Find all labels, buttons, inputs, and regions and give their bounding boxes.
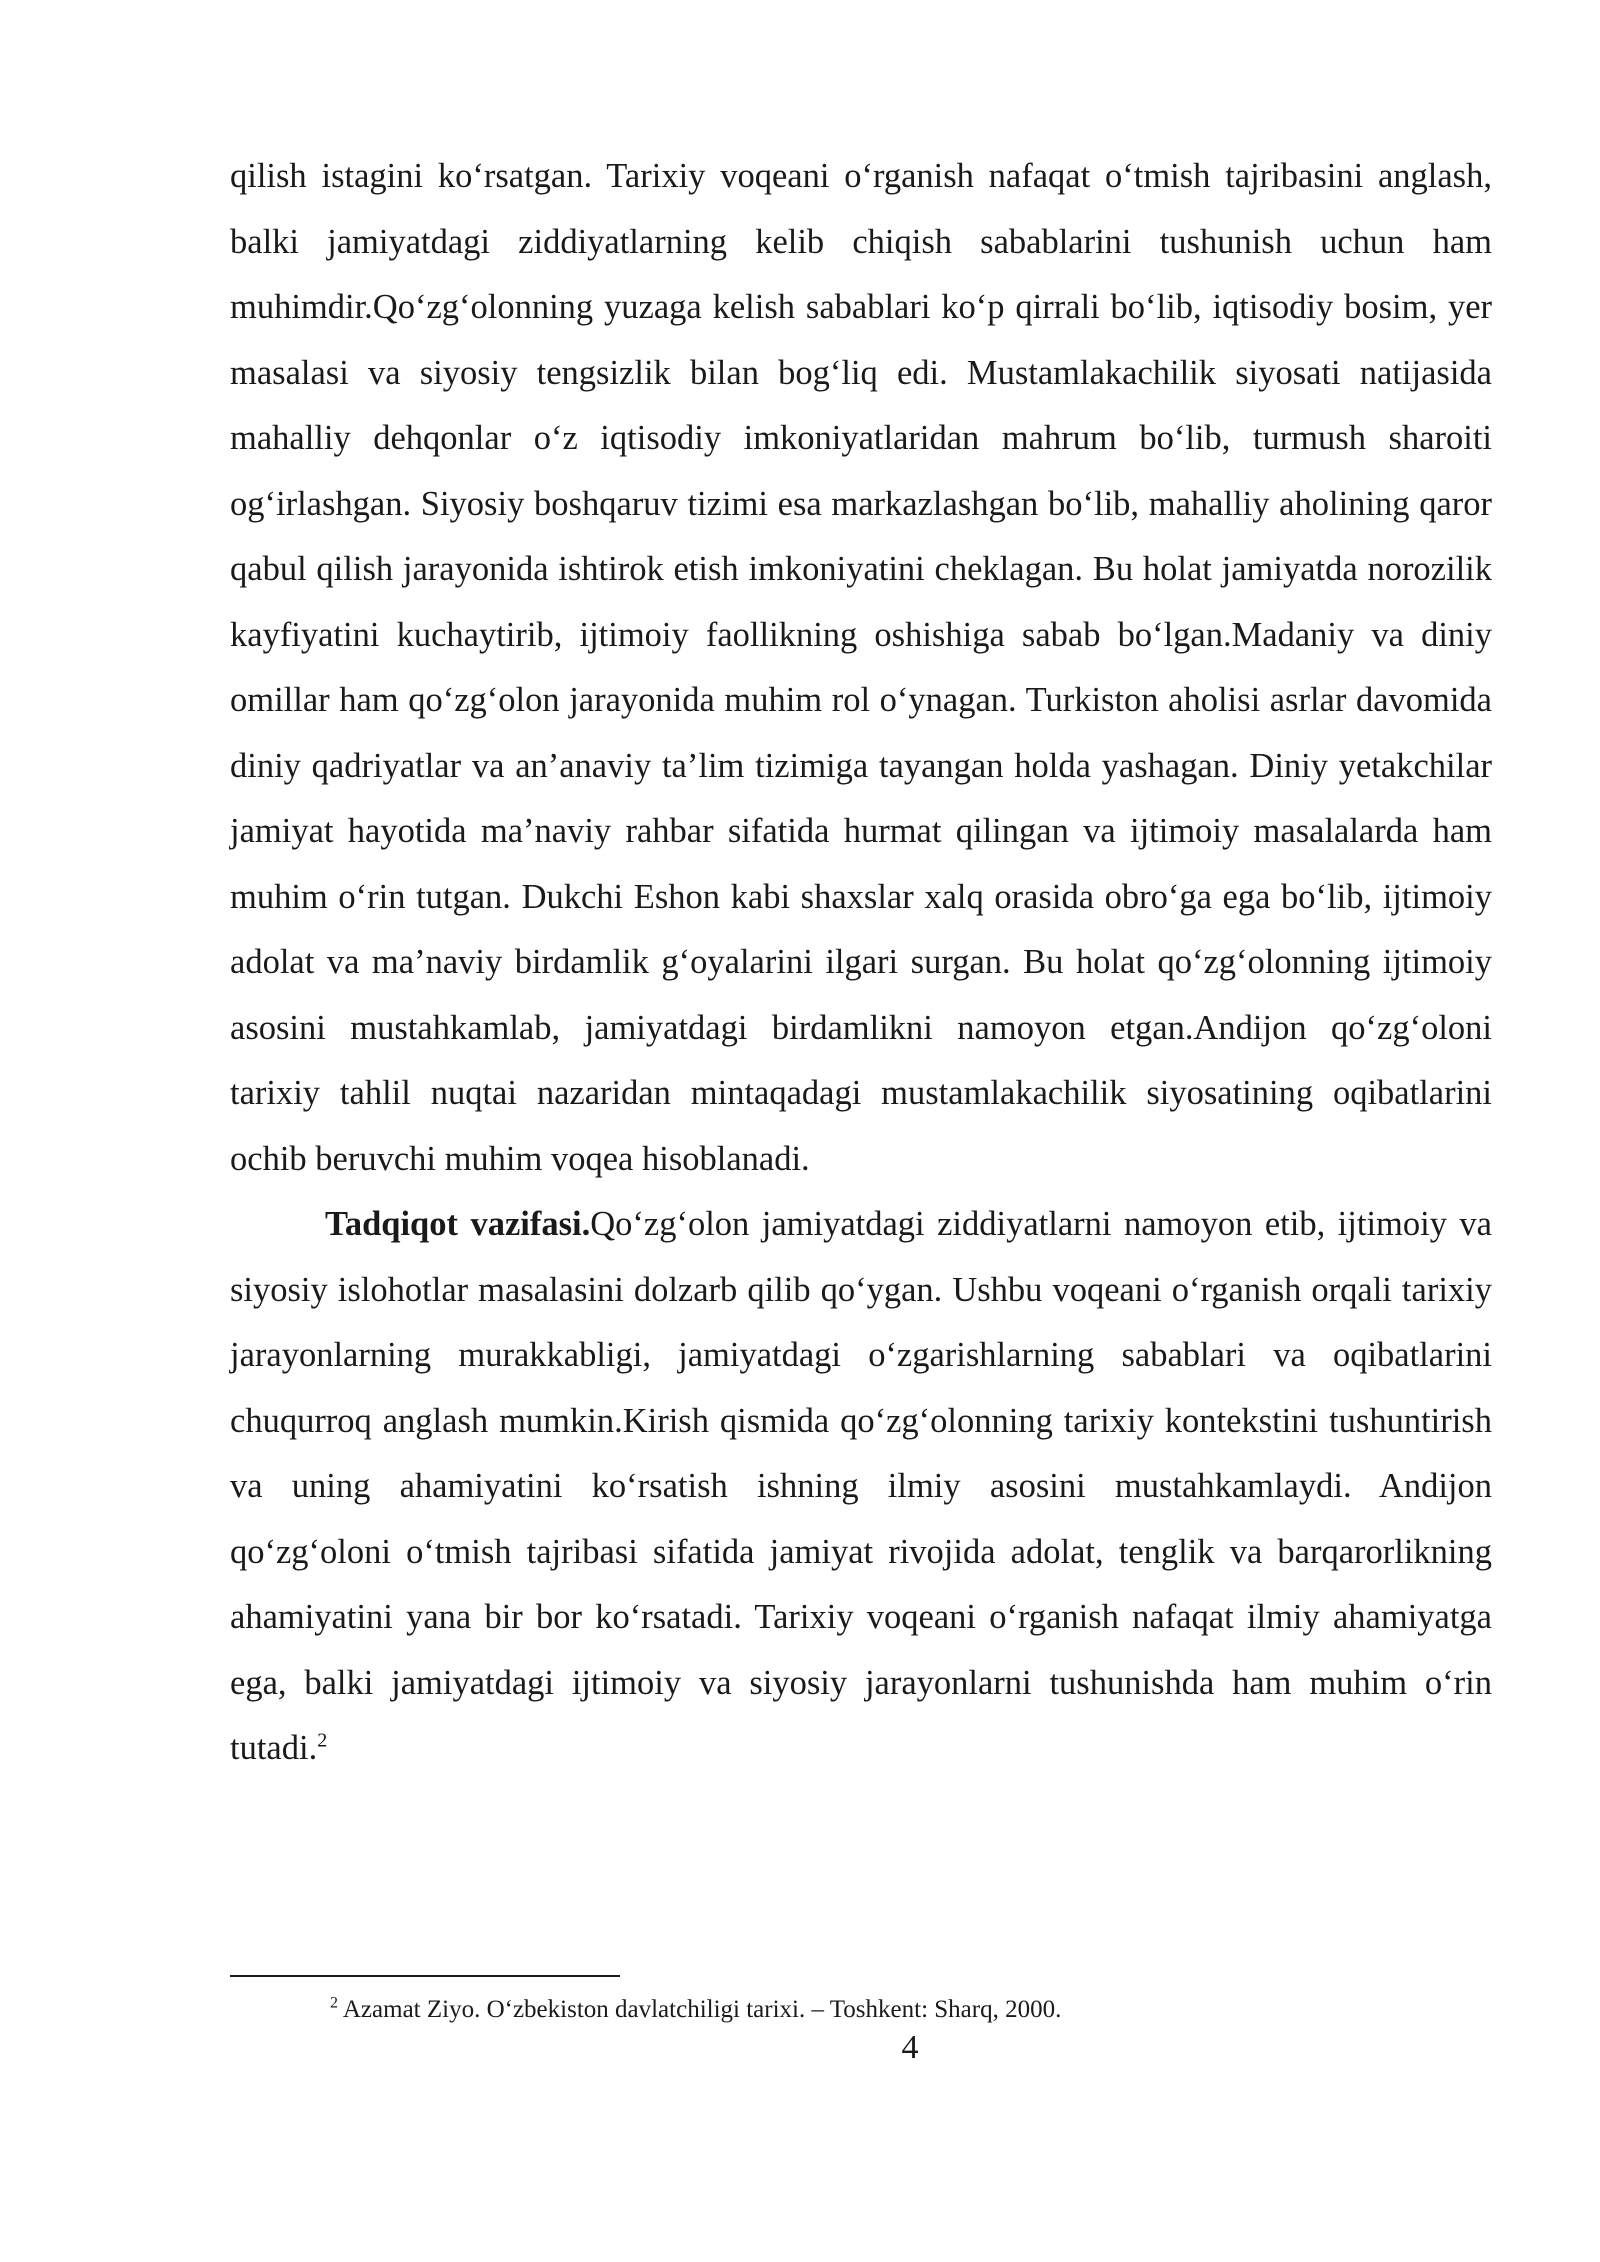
- footnote-text: Azamat Ziyo. O‘zbekiston davlatchiligi tarixi. – Toshkent: Sharq, 2000.: [338, 1996, 1062, 2023]
- paragraph-text: Qo‘zg‘olon jamiyatdagi ziddiyatlarni namoyon etib, ijtimoiy va siyosiy islohotlar masalasini dolzarb qilib qo‘ygan. Ushbu voqeani o‘rganish orqali tarixiy jarayonlarning murakkabligi, jamiyatdagi o‘zgarishlarning sabablari va oqibatlarini chuqurroq anglash mumkin.Kirish qismida qo‘zg‘olonning tarixiy kontekstini tushuntirish va uning ahamiyatini ko‘rsatish ishning ilmiy asosini mustahkamlaydi. Andijon qo‘zg‘oloni o‘tmish tajribasi sifatida jamiyat rivojida adolat, tenglik va barqarorlikning ahamiyatini yana bir bor ko‘rsatadi. Tarixiy voqeani o‘rganish nafaqat ilmiy ahamiyatga ega, balki jamiyatdagi ijtimoiy va siyosiy jarayonlarni tushunishda ham muhim o‘rin tutadi.: [230, 1205, 1492, 1767]
- body-text: [230, 144, 1492, 1782]
- page-number: 4: [901, 2029, 919, 2066]
- footnote-reference: 2: [317, 1729, 328, 1752]
- footnote: [330, 1993, 1430, 2027]
- paragraph-continuation: qilish istagini ko‘rsatgan. Tarixiy voqeani o‘rganish nafaqat o‘tmish tajribasini anglash, balki jamiyatdagi ziddiyatlarning kelib chiqish sabablarini tushunish uchun ham muhimdir.Qo‘zg‘olonning yuzaga kelish sabablari ko‘p qirrali bo‘lib, iqtisodiy bosim, yer masalasi va siyosiy tengsizlik bilan bog‘liq edi. Mustamlakachilik siyosati natijasida mahalliy dehqonlar o‘z iqtisodiy imkoniyatlaridan mahrum bo‘lib, turmush sharoiti og‘irlashgan. Siyosiy boshqaruv tizimi esa markazlashgan bo‘lib, mahalliy aholining qaror qabul qilish jarayonida ishtirok etish imkoniyatini cheklagan. Bu holat jamiyatda norozilik kayfiyatini kuchaytirib, ijtimoiy faollikning oshishiga sabab bo‘lgan.Madaniy va diniy omillar ham qo‘zg‘olon jarayonida muhim rol o‘ynagan. Turkiston aholisi asrlar davomida diniy qadriyatlar va an’anaviy ta’lim tizimiga tayangan holda yashagan. Diniy yetakchilar jamiyat hayotida ma’naviy rahbar sifatida hurmat qilingan va ijtimoiy masalalarda ham muhim o‘rin tutgan. Dukchi Eshon kabi shaxslar xalq orasida obro‘ga ega bo‘lib, ijtimoiy adolat va ma’naviy birdamlik g‘oyalarini ilgari surgan. Bu holat qo‘zg‘olonning ijtimoiy asosini mustahkamlab, jamiyatdagi birdamlikni namoyon etgan.Andijon qo‘zg‘oloni tarixiy tahlil nuqtai nazaridan mintaqadagi mustamlakachilik siyosatining oqibatlarini ochib beruvchi muhim voqea hisoblanadi.: [230, 157, 1492, 1178]
- paragraph-heading: Tadqiqot vazifasi.: [325, 1205, 591, 1243]
- paragraph-research-task: [230, 1192, 1492, 1782]
- footnote-marker: 2: [330, 1994, 338, 2012]
- footnote-separator: [230, 1975, 620, 1977]
